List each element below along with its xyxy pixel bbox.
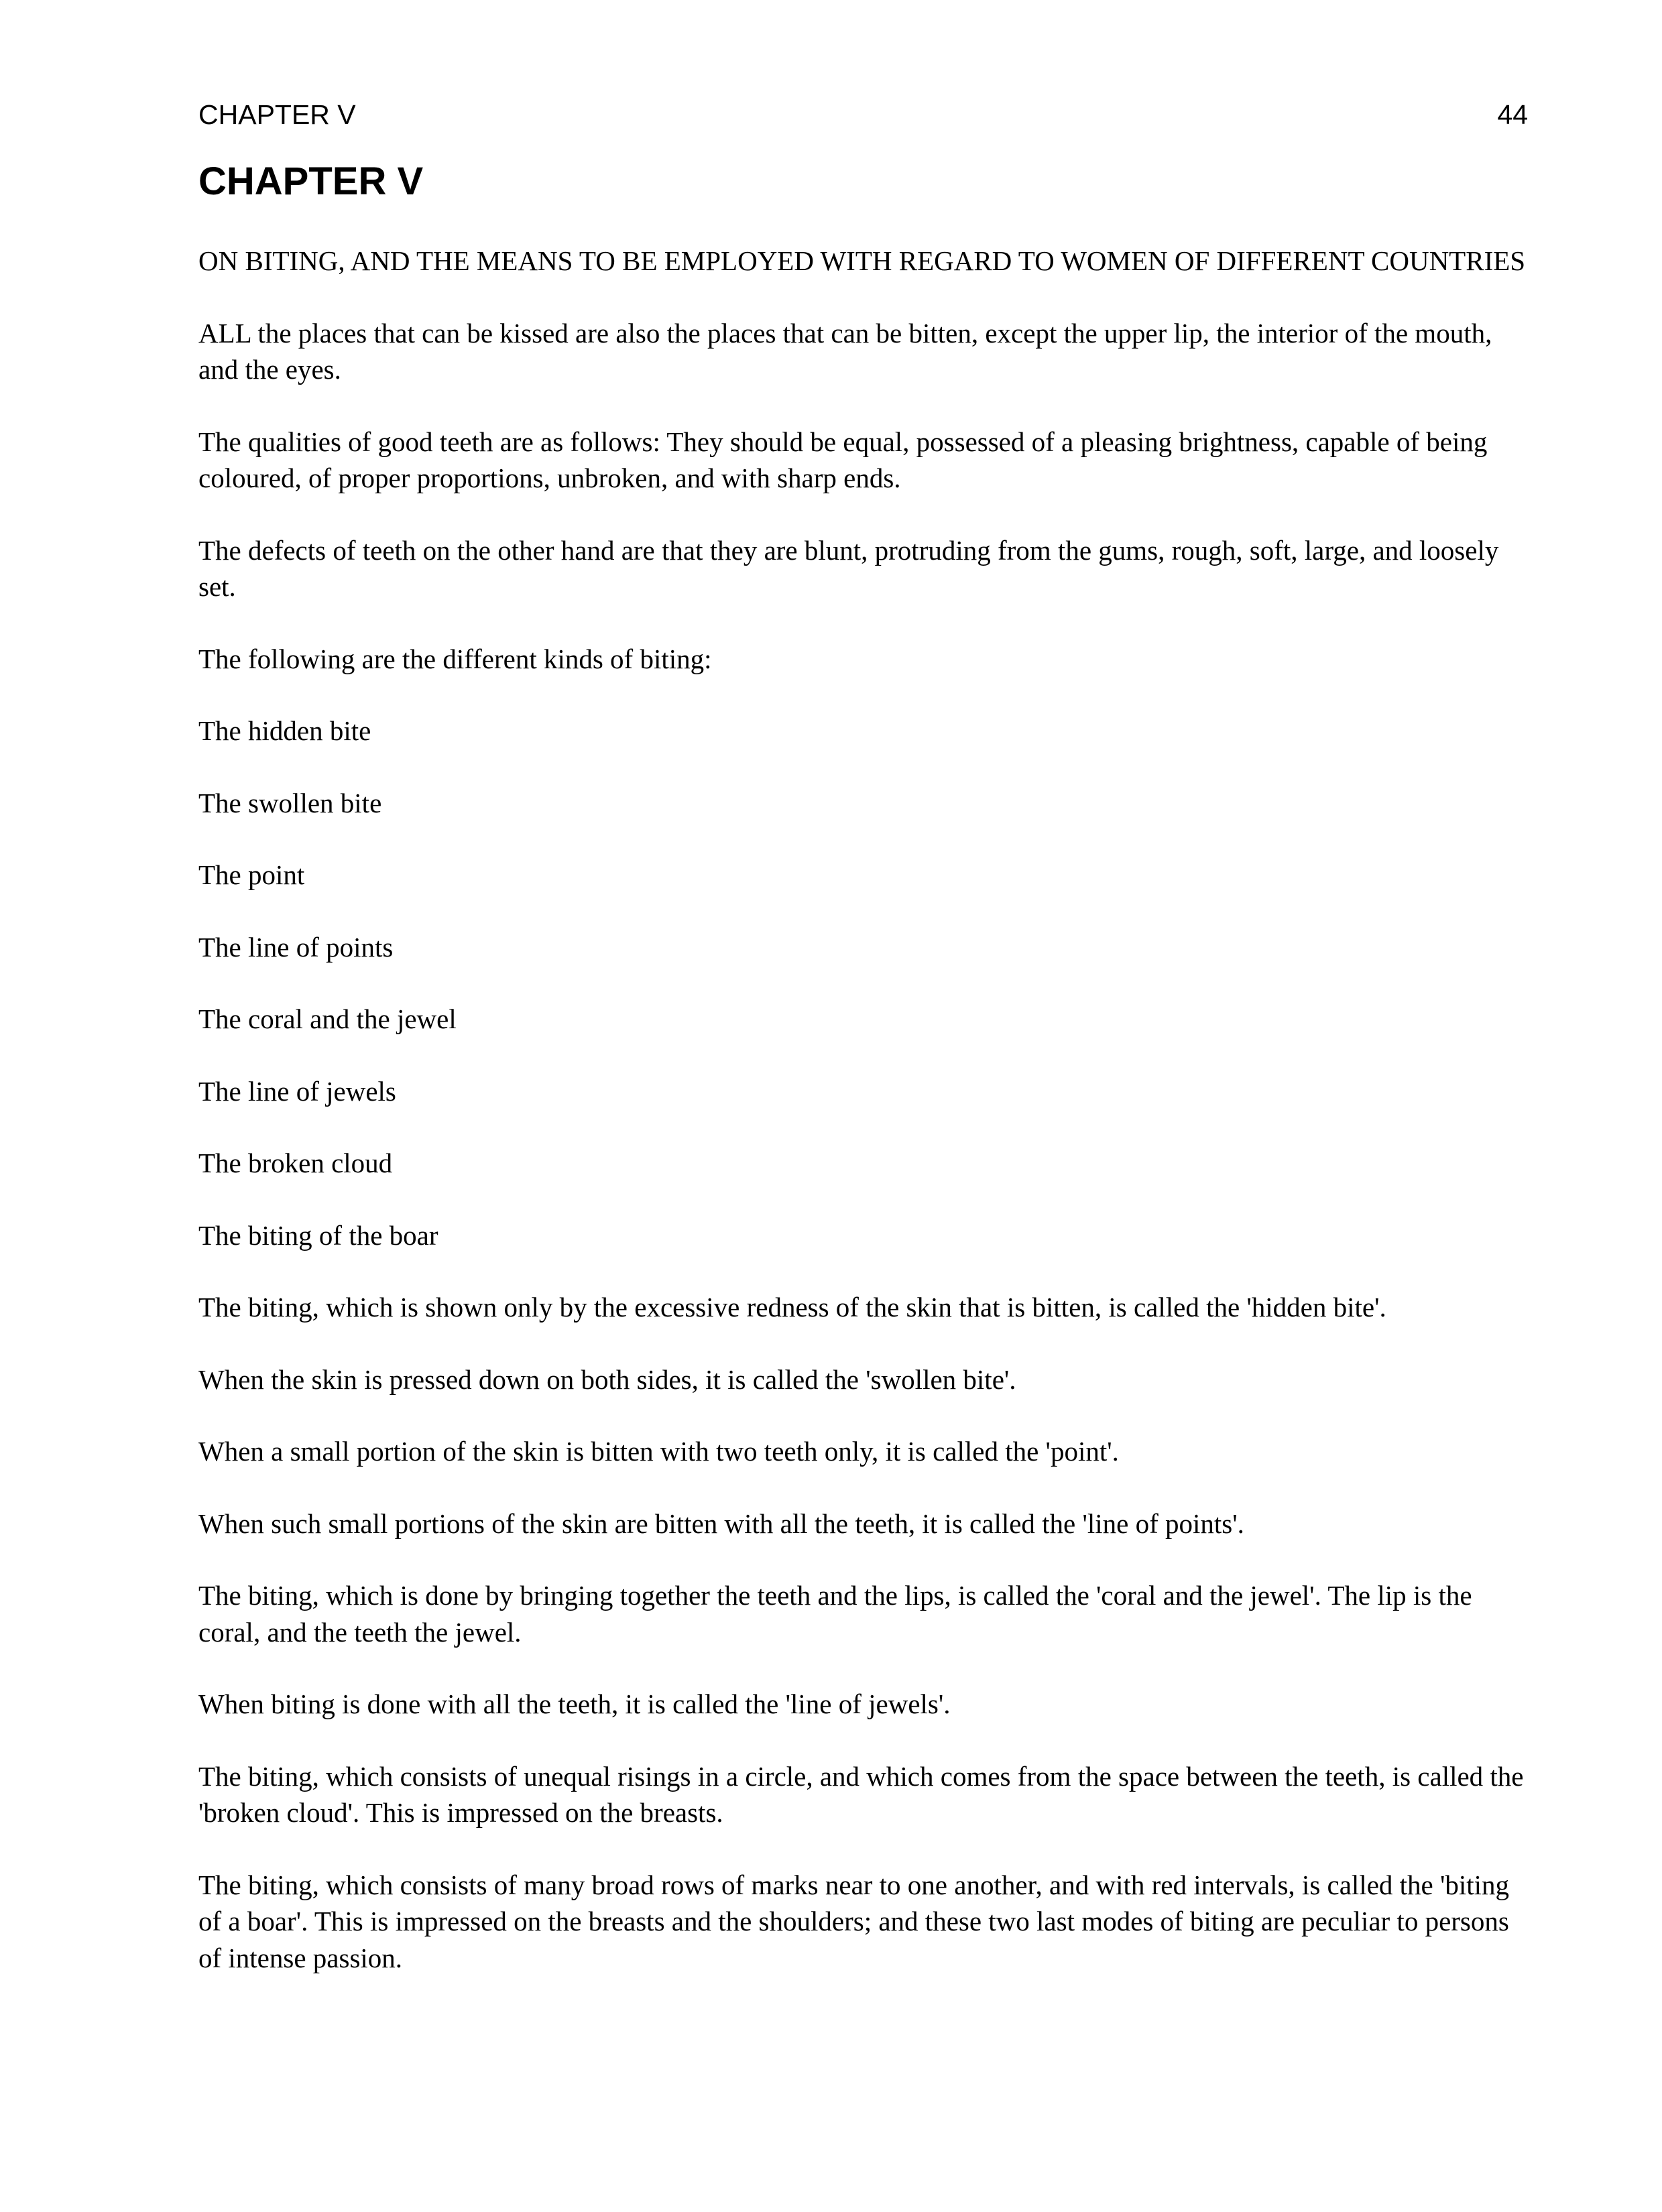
list-item: The biting of the boar [198,1219,438,1251]
paragraph: ALL the places that can be kissed are also the places that can be bitten, except the upper lip, the interior of the mouth, and the eyes. [198,317,1492,385]
list-item: The coral and the jewel [198,1003,457,1034]
paragraph: When a small portion of the skin is bitten with two teeth only, it is called the 'point'. [198,1436,1119,1467]
chapter-subtitle: ON BITING, AND THE MEANS TO BE EMPLOYED WITH REGARD TO WOMEN OF DIFFERENT COUNTRIES [198,245,1526,276]
chapter-title: CHAPTER V [198,160,424,203]
running-header-chapter: CHAPTER V [198,99,356,130]
list-item: The hidden bite [198,715,371,746]
chapter-body [198,243,1533,2012]
paragraph: The following are the different kinds of biting: [198,643,712,674]
paragraph: When the skin is pressed down on both sides, it is called the 'swollen bite'. [198,1363,1016,1395]
paragraph: The biting, which is shown only by the excessive redness of the skin that is bitten, is called the 'hidden bite'. [198,1292,1386,1323]
running-header [198,99,1528,139]
list-item: The swollen bite [198,787,382,818]
paragraph: When such small portions of the skin are bitten with all the teeth, it is called the 'line of points'. [198,1508,1244,1539]
list-item: The line of jewels [198,1075,396,1107]
paragraph: The biting, which is done by bringing together the teeth and the lips, is called the 'coral and the jewel'. The lip is the coral, and the teeth the jewel. [198,1580,1472,1648]
page-number: 44 [1497,99,1528,130]
paragraph: The biting, which consists of many broad rows of marks near to one another, and with red intervals, is called the 'biting of a boar'. This is impressed on the breasts and the shoulders; and these two last modes of biting are peculiar to persons of intense passion. [198,1869,1510,1973]
paragraph: The biting, which consists of unequal risings in a circle, and which comes from the space between the teeth, is called the 'broken cloud'. This is impressed on the breasts. [198,1760,1524,1828]
list-item: The point [198,859,305,890]
paragraph: When biting is done with all the teeth, it is called the 'line of jewels'. [198,1688,951,1719]
paragraph: The qualities of good teeth are as follows: They should be equal, possessed of a pleasing brightness, capable of being coloured, of proper proportions, unbroken, and with sharp ends. [198,426,1488,493]
paragraph: The defects of teeth on the other hand are that they are blunt, protruding from the gums, rough, soft, large, and loosely set. [198,534,1499,602]
list-item: The line of points [198,931,394,963]
list-item: The broken cloud [198,1148,393,1178]
